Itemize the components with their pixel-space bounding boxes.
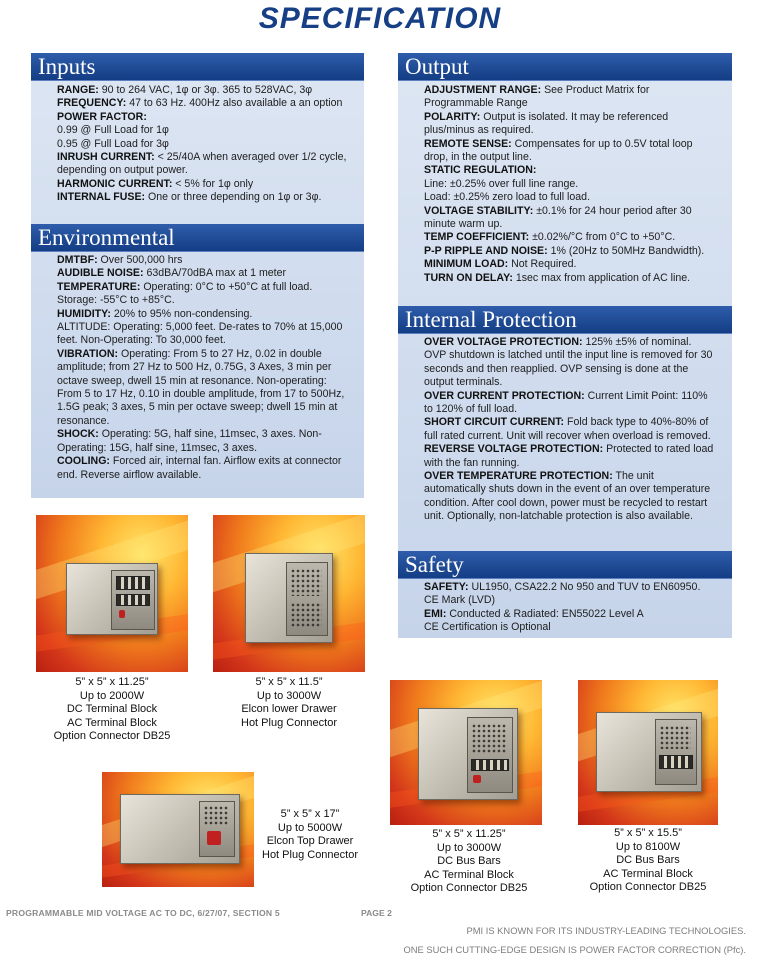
spec-label: TURN ON DELAY: (424, 271, 513, 284)
caption-line: Up to 3000W (256, 689, 322, 702)
footer-tagline-2: ONE SUCH CUTTING-EDGE DESIGN IS POWER FACTOR CORRECTION (Pfc). (403, 944, 746, 955)
footer-document-info: PROGRAMMABLE MID VOLTAGE AC TO DC, 6/27/07, SECTION 5 (6, 908, 280, 918)
caption-line: Hot Plug Connector (241, 716, 337, 729)
spec-label: REVERSE VOLTAGE PROTECTION: (424, 443, 604, 456)
spec-label: VOLTAGE STABILITY: (424, 204, 534, 217)
spec-line (57, 191, 347, 204)
caption-line: AC Terminal Block (603, 867, 693, 880)
spec-text: Over 500,000 hrs (97, 254, 183, 266)
spec-label: OVER TEMPERATURE PROTECTION: (424, 470, 613, 483)
spec-text: See Product Matrix for Programmable Range (424, 84, 650, 110)
power-supply-unit (596, 712, 702, 792)
spec-label: INRUSH CURRENT: (57, 151, 155, 164)
spec-label: HUMIDITY: (57, 307, 111, 320)
spec-label: HARMONIC CURRENT: (57, 177, 173, 190)
spec-text: 1% (20Hz to 50MHz Bandwidth). (547, 244, 705, 257)
spec-line (57, 308, 347, 321)
spec-line (424, 470, 716, 524)
spec-line (424, 84, 716, 111)
spec-line (424, 164, 716, 177)
spec-label: SHOCK: (57, 428, 99, 441)
spec-label: INTERNAL FUSE: (57, 191, 146, 204)
spec-line (57, 151, 347, 178)
product-caption-2 (213, 676, 365, 730)
spec-line (57, 321, 347, 348)
spec-text: Compensates for up to 0.5V total loop drop, in the output line. (424, 137, 693, 164)
spec-line (424, 138, 716, 165)
power-supply-unit (66, 563, 158, 635)
product-photo-4 (390, 680, 542, 825)
spec-line (57, 254, 347, 267)
caption-line: Up to 5000W (277, 821, 343, 834)
spec-line (424, 581, 716, 608)
spec-text: 63dBA/70dBA max at 1 meter (143, 267, 287, 280)
product-caption-5 (570, 827, 726, 895)
spec-line (57, 348, 347, 428)
spec-line (424, 272, 716, 285)
spec-text: Operating: 0°C to +50°C at full load. Storage: -55°C to +85°C. (57, 280, 313, 307)
spec-line (424, 205, 716, 232)
caption-line: 5” x 5” x 11.25” (432, 828, 506, 840)
spec-label: EMI: (424, 607, 447, 620)
spec-text: 20% to 95% non-condensing. (110, 307, 253, 320)
spec-text: Output is isolated. It may be referenced plus/minus as required. (424, 110, 669, 137)
caption-line: DC Bus Bars (437, 855, 501, 867)
spec-line (424, 416, 716, 443)
spec-text: 90 to 264 VAC, 1φ or 3φ. 365 to 528VAC, 3φ (98, 84, 313, 96)
internal-protection-body (424, 336, 716, 524)
inputs-heading: Inputs (31, 53, 364, 81)
product-photo-2 (213, 515, 365, 672)
spec-label: POWER FACTOR: (57, 110, 147, 123)
spec-label: P-P RIPPLE AND NOISE: (424, 244, 548, 257)
caption-line: AC Terminal Block (67, 716, 157, 729)
spec-label: RANGE: (57, 84, 99, 96)
spec-text: Operating: 5G, half sine, 11msec, 3 axes. Non-Operating: 15G, half sine, 11msec, 3 axes. (57, 428, 322, 454)
spec-line (57, 281, 347, 308)
spec-text: CE Certification is Optional (424, 621, 551, 634)
spec-label: VIBRATION: (57, 347, 119, 360)
spec-line (424, 258, 716, 271)
spec-label: SHORT CIRCUIT CURRENT: (424, 416, 565, 429)
caption-line: Option Connector DB25 (589, 881, 707, 893)
spec-label: FREQUENCY: (57, 97, 127, 110)
spec-text: 1sec max from application of AC line. (512, 271, 691, 284)
spec-label: STATIC REGULATION: (424, 164, 537, 177)
spec-label: SAFETY: (424, 581, 469, 593)
spec-text: UL1950, CSA22.2 No 950 and TUV to EN60950. CE Mark (LVD) (424, 581, 701, 607)
spec-label: REMOTE SENSE: (424, 137, 512, 150)
spec-text: Current Limit Point: 110% to 120% of full load. (424, 389, 708, 416)
spec-label: MINIMUM LOAD: (424, 258, 509, 271)
spec-label: AUDIBLE NOISE: (57, 267, 144, 280)
spec-text: Line: ±0.25% over full line range. (424, 177, 579, 190)
spec-text: Protected to rated load with the fan running. (424, 443, 714, 469)
caption-line: 5” x 5” x 11.25” (75, 676, 149, 688)
caption-line: DC Bus Bars (616, 854, 680, 866)
spec-line (424, 178, 716, 191)
caption-line: AC Terminal Block (424, 868, 514, 881)
spec-text: Not Required. (508, 258, 577, 271)
product-photo-1 (36, 515, 188, 672)
spec-text: 0.99 @ Full Load for 1φ (57, 124, 169, 137)
spec-line (57, 111, 347, 124)
spec-text: 0.95 @ Full Load for 3φ (57, 137, 169, 150)
spec-text: ±0.02%/°C from 0°C to +50°C. (529, 231, 676, 244)
product-photo-3 (102, 772, 254, 887)
output-body (424, 84, 716, 285)
product-caption-4 (390, 828, 548, 896)
footer-page-number: PAGE 2 (361, 908, 392, 918)
caption-line: 5” x 5” x 11.5” (255, 676, 323, 688)
spec-text: The unit automatically shuts down in the event of an over temperature condition. After cool down, power must be recycled to restart unit. Optionally, non-latchable protection is also available. (424, 470, 711, 523)
caption-line: 5” x 5” x 17” (280, 808, 340, 820)
spec-text: Conducted & Radiated: EN55022 Level A (446, 607, 644, 620)
spec-label: OVER VOLTAGE PROTECTION: (424, 336, 583, 348)
power-supply-unit (120, 794, 240, 864)
product-caption-3 (244, 808, 376, 862)
caption-line: Elcon lower Drawer (241, 703, 337, 715)
spec-line (424, 191, 716, 204)
spec-line (424, 336, 716, 390)
inputs-body (57, 84, 347, 205)
spec-text: < 25/40A when averaged over 1/2 cycle, depending on output power. (57, 151, 347, 177)
spec-text: < 5% for 1φ only (172, 177, 254, 190)
spec-label: DMTBF: (57, 254, 98, 266)
spec-label: TEMP COEFFICIENT: (424, 231, 530, 244)
spec-line (424, 231, 716, 244)
spec-text: Fold back type to 40%-80% of full rated current. Unit will recover when overload is removed. (424, 416, 711, 442)
spec-text: 47 to 63 Hz. 400Hz also available a an option (126, 97, 343, 110)
spec-line (57, 97, 347, 110)
environmental-heading: Environmental (31, 224, 364, 252)
caption-line: DC Terminal Block (66, 703, 158, 715)
spec-line (57, 124, 347, 137)
spec-line (57, 267, 347, 280)
spec-text: One or three depending on 1φ or 3φ. (145, 191, 322, 204)
page-title: SPECIFICATION (258, 2, 502, 35)
spec-label: ADJUSTMENT RANGE: (424, 84, 542, 96)
spec-line (424, 443, 716, 470)
internal-protection-heading: Internal Protection (398, 306, 732, 334)
spec-label: TEMPERATURE: (57, 280, 141, 293)
caption-line: Option Connector DB25 (53, 730, 171, 742)
spec-text: Operating: From 5 to 27 Hz, 0.02 in double amplitude; from 27 Hz to 500 Hz, 0.75G, 3 Axes, 3 min per octave sweep, dwell 15 min at resonance. Non-operating: From 5 to 17 Hz, 0.10 in double amplitude, from 17 to 500Hz, 1.5G peak; 3 axes, 5 min per octave sweep; dwell 15 min at resonance. (57, 347, 345, 427)
spec-line (424, 390, 716, 417)
product-caption-1 (36, 676, 188, 744)
caption-line: Up to 8100W (615, 840, 681, 853)
safety-heading: Safety (398, 551, 732, 579)
spec-text: Load: ±0.25% zero load to full load. (424, 191, 591, 204)
spec-text: ±0.1% for 24 hour period after 30 minute warm up. (424, 204, 692, 231)
spec-text: ALTITUDE: Operating: 5,000 feet. De-rates to 70% at 15,000 feet. Non-Operating: To 30,000 feet. (57, 321, 343, 347)
product-photo-5 (578, 680, 718, 825)
spec-line (424, 621, 716, 634)
power-supply-unit (418, 708, 518, 800)
spec-line (57, 455, 347, 482)
spec-line (57, 178, 347, 191)
caption-line: Up to 2000W (79, 689, 145, 702)
caption-line: Hot Plug Connector (262, 848, 358, 861)
power-supply-unit (245, 553, 333, 643)
output-heading: Output (398, 53, 732, 81)
spec-line (57, 84, 347, 97)
footer-tagline-1: PMI IS KNOWN FOR ITS INDUSTRY-LEADING TECHNOLOGIES. (466, 925, 746, 936)
spec-line (424, 245, 716, 258)
caption-line: Elcon Top Drawer (266, 835, 354, 847)
spec-line (424, 111, 716, 138)
caption-line: Up to 3000W (436, 841, 502, 854)
spec-line (424, 608, 716, 621)
caption-line: 5” x 5” x 15.5” (614, 827, 682, 839)
spec-line (57, 138, 347, 151)
caption-line: Option Connector DB25 (410, 882, 528, 894)
environmental-body (57, 254, 347, 482)
spec-text: Forced air, internal fan. Airflow exits at connector end. Reverse airflow available. (57, 455, 342, 481)
spec-label: POLARITY: (424, 110, 481, 123)
spec-label: OVER CURRENT PROTECTION: (424, 389, 585, 402)
spec-line (57, 428, 347, 455)
safety-body (424, 581, 716, 635)
spec-text: 125% ±5% of nominal. OVP shutdown is latched until the input line is removed for 30 seconds and then reapplied. OVP sensing is done at the output terminals. (424, 336, 713, 389)
spec-label: COOLING: (57, 455, 110, 468)
